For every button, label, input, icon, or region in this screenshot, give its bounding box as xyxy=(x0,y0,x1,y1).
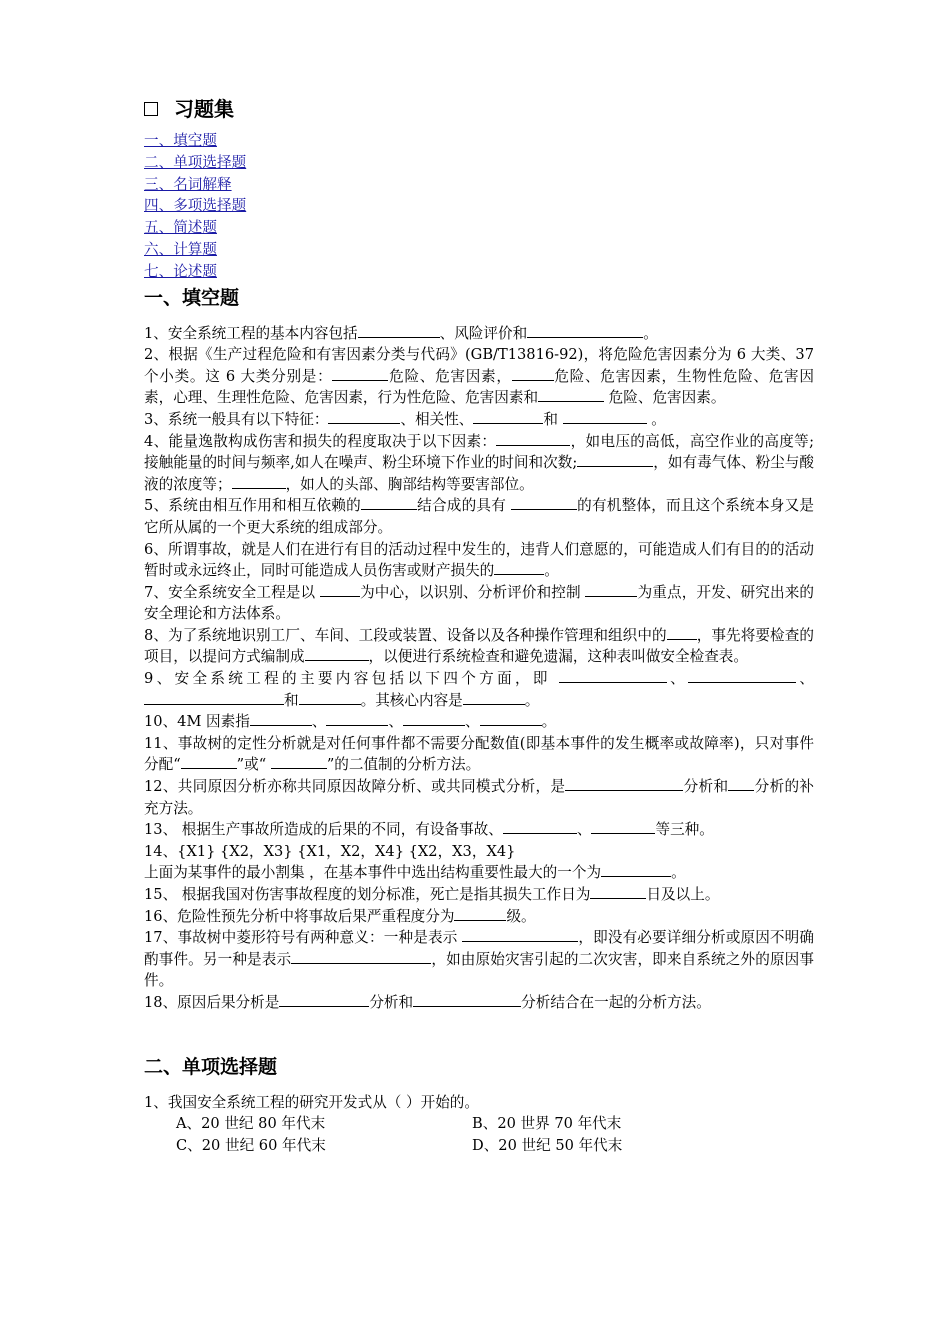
answer-blank[interactable] xyxy=(250,711,312,726)
answer-blank[interactable] xyxy=(332,366,388,381)
question-2: 2、根据《生产过程危险和有害因素分类与代码》(GB/T13816-92)，将危险危害因素分为 6 大类、37 个小类。这 6 大类分别是： 危险、危害因素， 危险、危害因素，生物性危险、危害因素，心理、生理性危险、危害因素，行为性危险、危害因素和 危险、危害因素。 xyxy=(144,346,814,407)
toc-item xyxy=(144,174,814,196)
question-18: 18、原因后果分析是 分析和 分析结合在一起的分析方法。 xyxy=(144,993,711,1011)
question-8: 8、为了系统地识别工厂、车间、工段或装置、设备以及各种操作管理和组织中的 ，事先将要检查的项目，以提问方式编制成 ，以便进行系统检查和避免遗漏，这种表叫做安全检查表。 xyxy=(144,626,814,666)
question-13: 13、 根据生产事故所造成的后果的不同，有设备事故、 、 等三种。 xyxy=(144,821,714,839)
answer-blank[interactable] xyxy=(512,366,554,381)
toc-link-calculation[interactable]: 六、计算题 xyxy=(144,240,217,258)
answer-blank[interactable] xyxy=(328,409,400,424)
answer-blank[interactable] xyxy=(144,690,284,705)
option-row xyxy=(144,1135,814,1157)
answer-blank[interactable] xyxy=(181,754,237,769)
toc-link-short-answer[interactable]: 五、简述题 xyxy=(144,219,217,237)
toc-link-essay[interactable]: 七、论述题 xyxy=(144,262,217,280)
answer-blank[interactable] xyxy=(667,625,697,640)
answer-blank[interactable] xyxy=(454,906,506,921)
page-title-text: 习题集 xyxy=(174,97,234,121)
answer-blank[interactable] xyxy=(494,560,544,575)
answer-blank[interactable] xyxy=(473,409,543,424)
answer-blank[interactable] xyxy=(320,582,360,597)
toc-item xyxy=(144,239,814,261)
toc-item xyxy=(144,130,814,152)
answer-blank[interactable] xyxy=(538,387,604,402)
question-15: 15、 根据我国对伤害事故程度的划分标准，死亡是指其损失工作日为 日及以上。 xyxy=(144,886,720,904)
answer-blank[interactable] xyxy=(577,452,653,467)
choice-question-1: 1、我国安全系统工程的研究开发式从（ ）开始的。 xyxy=(144,1093,479,1111)
option-d[interactable]: D、20 世纪 50 年代末 xyxy=(472,1136,623,1154)
question-3: 3、系统一般具有以下特征： 、相关性、 和 。 xyxy=(144,410,666,428)
answer-blank[interactable] xyxy=(559,668,667,683)
question-6: 6、所谓事故，就是人们在进行有目的活动过程中发生的，违背人们意愿的，可能造成人们有目的的活动暂时或永远终止，同时可能造成人员伤害或财产损失的 。 xyxy=(144,540,814,580)
question-9: 9、安全系统工程的主要内容包括以下四个方面，即 、 、和 。其核心内容是 。 xyxy=(144,670,814,709)
toc-link-term-explanation[interactable]: 三、名词解释 xyxy=(144,175,232,193)
answer-blank[interactable] xyxy=(590,884,646,899)
section-spacer xyxy=(144,1014,814,1052)
answer-blank[interactable] xyxy=(563,409,647,424)
section-heading-fill-blank: 一、填空题 xyxy=(144,286,240,309)
option-row xyxy=(144,1113,814,1135)
option-b[interactable]: B、20 世界 70 年代末 xyxy=(472,1115,622,1133)
question-12: 12、共同原因分析亦称共同原因故障分析、或共同模式分析，是 分析和 分析的补充方法。 xyxy=(144,778,814,817)
answer-blank[interactable] xyxy=(527,323,643,338)
answer-blank[interactable] xyxy=(462,927,578,942)
answer-blank[interactable] xyxy=(279,992,369,1007)
page-title xyxy=(144,94,814,124)
question-5: 5、系统由相互作用和相互依赖的 结合成的具有 的有机整体，而且这个系统本身又是它所从属的一个更大系统的组成部分。 xyxy=(144,497,814,536)
answer-blank[interactable] xyxy=(480,711,542,726)
answer-blank[interactable] xyxy=(291,949,431,964)
toc-item xyxy=(144,217,814,239)
answer-blank[interactable] xyxy=(403,711,465,726)
answer-blank[interactable] xyxy=(361,495,417,510)
answer-blank[interactable] xyxy=(585,582,637,597)
question-11: 11、事故树的定性分析就是对任何事件都不需要分配数值(即基本事件的发生概率或故障率)，只对事件分配“ ”或“ ”的二值制的分析方法。 xyxy=(144,734,814,774)
answer-blank[interactable] xyxy=(728,776,754,791)
section-heading-single-choice: 二、单项选择题 xyxy=(144,1055,278,1078)
toc-item xyxy=(144,261,814,283)
table-of-contents xyxy=(144,130,814,283)
toc-link-single-choice[interactable]: 二、单项选择题 xyxy=(144,153,247,171)
answer-blank[interactable] xyxy=(463,690,525,705)
question-1: 1、安全系统工程的基本内容包括 、风险评价和 。 xyxy=(144,324,658,342)
answer-blank[interactable] xyxy=(496,431,570,446)
question-10: 10、4M 因素指 、 、 、 。 xyxy=(144,713,557,731)
document-content xyxy=(144,94,814,1156)
toc-link-fill-blank[interactable]: 一、填空题 xyxy=(144,132,217,149)
answer-blank[interactable] xyxy=(503,819,577,834)
answer-blank[interactable] xyxy=(232,474,286,489)
answer-blank[interactable] xyxy=(358,323,440,338)
answer-blank[interactable] xyxy=(326,711,388,726)
answer-blank[interactable] xyxy=(271,754,327,769)
answer-blank[interactable] xyxy=(305,646,369,661)
answer-blank[interactable] xyxy=(688,668,796,683)
question-14: 14、{X1} {X2，X3} {X1，X2，X4} {X2，X3，X4} 上面为某事件的最小割集 ，在基本事件中选出结构重要性最大的一个为 。 xyxy=(144,842,686,882)
toc-item xyxy=(144,152,814,174)
answer-blank[interactable] xyxy=(565,776,683,791)
answer-blank[interactable] xyxy=(413,992,521,1007)
answer-blank[interactable] xyxy=(299,690,361,705)
question-4: 4、能量逸散构成伤害和损失的程度取决于以下因素： ，如电压的高低，高空作业的高度等;接触能量的时间与频率,如人在噪声、粉尘环境下作业的时间和次数; ，如有毒气体、粉尘与酸液的浓度等； ，如人的头部、胸部结构等要害部位。 xyxy=(144,432,814,493)
question-16: 16、危险性预先分析中将事故后果严重程度分为 级。 xyxy=(144,907,536,925)
toc-item xyxy=(144,195,814,217)
question-7: 7、安全系统安全工程是以 为中心，以识别、分析评价和控制 为重点，开发、研究出来的安全理论和方法体系。 xyxy=(144,583,814,623)
toc-link-multiple-choice[interactable]: 四、多项选择题 xyxy=(144,197,247,215)
option-a[interactable]: A、20 世纪 80 年代末 xyxy=(176,1115,326,1133)
answer-blank[interactable] xyxy=(601,862,671,877)
checkbox-square-icon xyxy=(144,102,158,116)
answer-blank[interactable] xyxy=(591,819,655,834)
question-17: 17、事故树中菱形符号有两种意义：一种是表示 ，即没有必要详细分析或原因不明确酌事件。另一种是表示 ，如由原始灾害引起的二次灾害，即来自系统之外的原因事件。 xyxy=(144,929,814,990)
option-c[interactable]: C、20 世纪 60 年代末 xyxy=(176,1136,326,1154)
answer-blank[interactable] xyxy=(511,495,577,510)
